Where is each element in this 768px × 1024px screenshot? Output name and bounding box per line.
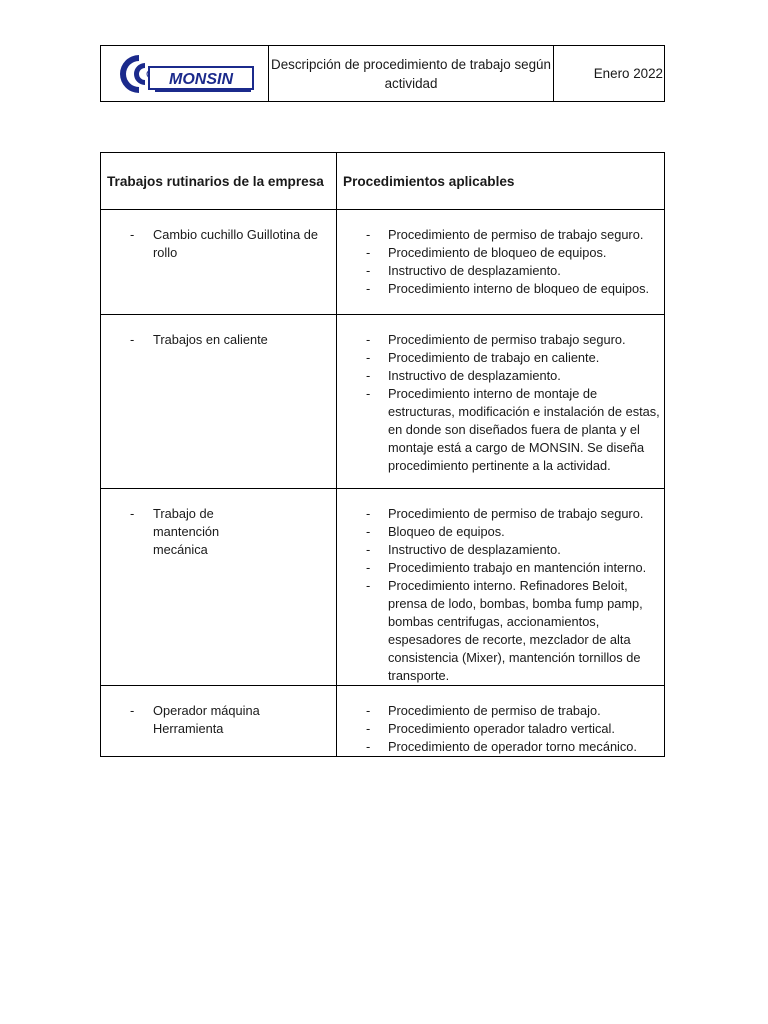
- task-label: Operador máquina Herramienta: [153, 703, 260, 736]
- table-row: [101, 315, 665, 489]
- task-label: Trabajo de mantención mecánica: [153, 506, 220, 557]
- list-item: - Procedimiento de trabajo en caliente.: [366, 350, 600, 365]
- list-item: - Procedimiento de permiso de trabajo.: [366, 703, 601, 718]
- procedures-table: [100, 152, 665, 757]
- task-cell: - Operador máquina Herramienta: [101, 686, 337, 757]
- document-date: Enero 2022: [554, 46, 665, 102]
- task-cell: - Trabajos en caliente: [101, 315, 337, 489]
- monsin-logo: [115, 51, 255, 97]
- procedures-cell: [337, 315, 665, 489]
- list-item: - Procedimiento interno. Refinadores Beloit, prensa de lodo, bombas, bomba fump pamp, bombas centrifugas, accionamientos, espesadores de recorte, mezclador de alta consistencia (Mixer), mantención tornillos de transporte.: [366, 578, 643, 683]
- procedures-cell: [337, 489, 665, 686]
- logo-cell: [101, 46, 269, 102]
- list-item: - Procedimiento de permiso trabajo seguro.: [366, 332, 626, 347]
- list-item: - Procedimiento interno de montaje de estructuras, modificación e instalación de estas, en donde son diseñados fuera de planta y el montaje está a cargo de MONSIN. Se diseña procedimiento pertinente a la actividad.: [366, 386, 660, 473]
- procedures-cell: [337, 686, 665, 757]
- document-header: [100, 45, 665, 102]
- document-title: Descripción de procedimiento de trabajo según actividad: [269, 46, 554, 102]
- list-item: - Procedimiento de operador torno mecánico.: [366, 739, 637, 754]
- task-label: Cambio cuchillo Guillotina de rollo: [153, 227, 319, 260]
- list-item: - Procedimiento interno de bloqueo de equipos.: [366, 281, 650, 296]
- list-item: - Instructivo de desplazamiento.: [366, 263, 561, 278]
- table-row: [101, 686, 665, 757]
- list-item: - Instructivo de desplazamiento.: [366, 542, 561, 557]
- list-item: - Procedimiento operador taladro vertical.: [366, 721, 615, 736]
- list-item: - Procedimiento de permiso de trabajo seguro.: [366, 227, 644, 242]
- task-cell: - Cambio cuchillo Guillotina de rollo: [101, 210, 337, 315]
- procedures-cell: [337, 210, 665, 315]
- table-row: [101, 489, 665, 686]
- list-item: - Procedimiento de bloqueo de equipos.: [366, 245, 607, 260]
- table-header-row: [101, 153, 665, 210]
- task-label: Trabajos en caliente: [153, 332, 268, 347]
- list-item: - Instructivo de desplazamiento.: [366, 368, 561, 383]
- list-item: - Bloqueo de equipos.: [366, 524, 505, 539]
- column-header-tasks: Trabajos rutinarios de la empresa: [101, 153, 337, 210]
- svg-text:MONSIN: MONSIN: [169, 71, 233, 88]
- column-header-procedures: Procedimientos aplicables: [337, 153, 665, 210]
- task-cell: - Trabajo de mantención mecánica: [101, 489, 337, 686]
- table-row: [101, 210, 665, 315]
- list-item: - Procedimiento de permiso de trabajo seguro.: [366, 506, 644, 521]
- list-item: - Procedimiento trabajo en mantención interno.: [366, 560, 647, 575]
